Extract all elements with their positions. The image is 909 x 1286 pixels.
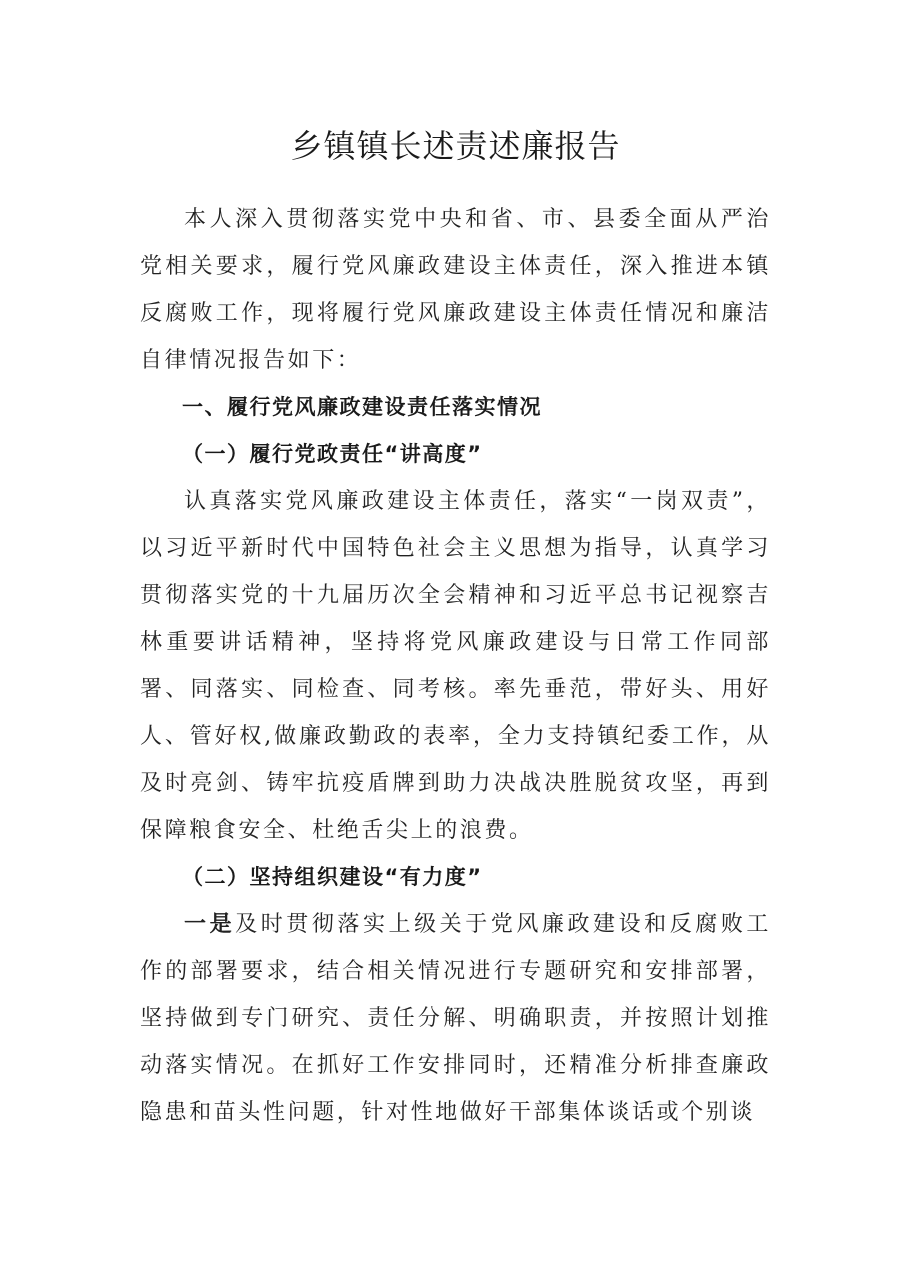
document-title: 乡镇镇长述责述廉报告 (290, 127, 621, 165)
subsection-1-paragraph: 认真落实党风廉政建设主体责任，落实“一岗双责”，以习近平新时代中国特色社会主义思想为指导，认真学习贯彻落实党的十九届历次全会精神和习近平总书记视察吉林重要讲话精神，坚持将党风廉政建设与日常工作同部署、同落实、同检查、同考核。率先垂范，带好头、用好人、管好权,做廉政勤政的表率，全力支持镇纪委工作，从及时亮剑、铸牢抗疫盾牌到助力决战决胜脱贫攻坚，再到保障粮食安全、杜绝舌尖上的浪费。 (140, 489, 771, 843)
subsection-2-heading: （二）坚持组织建设“有力度” (182, 865, 483, 889)
subsection-2-body: 及时贯彻落实上级关于党风廉政建设和反腐败工作的部署要求，结合相关情况进行专题研究和安排部署，坚持做到专门研究、责任分解、明确职责，并按照计划推动落实情况。在抓好工作安排同时，还精准分析排查廉政隐患和苗头性问题，针对性地做好干部集体谈话或个别谈 (140, 912, 772, 1125)
subsection-2-lead: 一是 (184, 912, 236, 937)
subsection-1-heading: （一）履行党政责任“讲高度” (182, 442, 483, 466)
subsection-2-paragraph (140, 901, 771, 1136)
document-body (140, 118, 771, 1136)
section-1-heading: 一、履行党风廉政建设责任落实情况 (182, 395, 542, 419)
intro-paragraph: 本人深入贯彻落实党中央和省、市、县委全面从严治党相关要求，履行党风廉政建设主体责任，深入推进本镇反腐败工作，现将履行党风廉政建设主体责任情况和廉洁自律情况报告如下： (140, 207, 771, 373)
